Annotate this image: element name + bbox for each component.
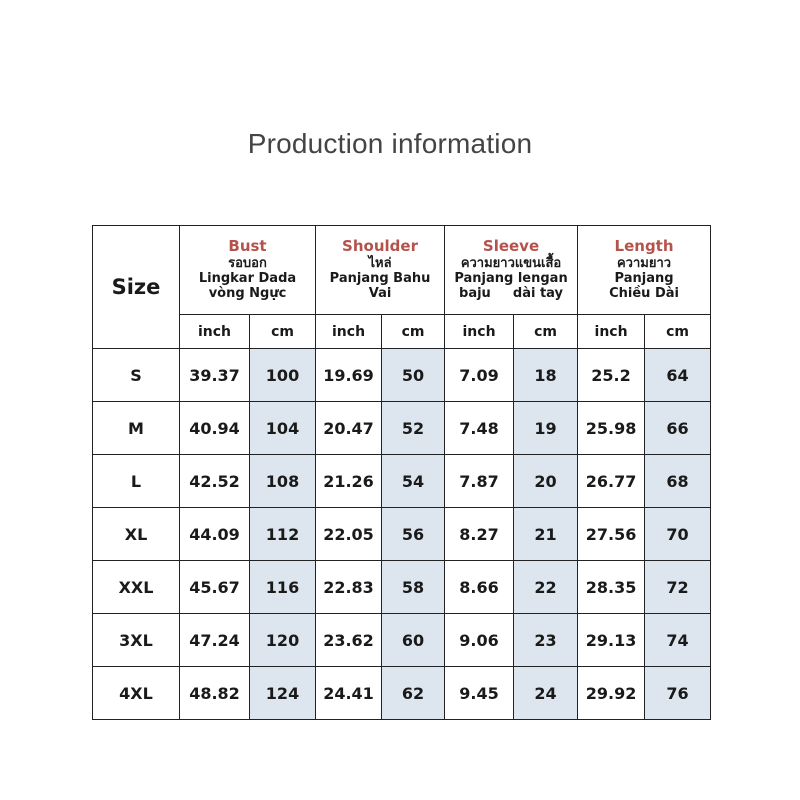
shoulder-inch-cell: 22.05 — [316, 508, 382, 561]
shoulder-inch-cell: 19.69 — [316, 349, 382, 402]
bust-inch-cell: 45.67 — [180, 561, 250, 614]
sleeve-cm-cell: 18 — [514, 349, 578, 402]
shoulder-cm-cell: 50 — [382, 349, 445, 402]
length-cm-cell: 74 — [645, 614, 711, 667]
sleeve-inch-cell: 7.87 — [445, 455, 514, 508]
length-malay: Panjang — [614, 270, 674, 286]
sleeve-label: Sleeve — [482, 237, 540, 256]
sleeve-cm-cell: 24 — [514, 667, 578, 720]
sleeve-inch-cell: 7.48 — [445, 402, 514, 455]
table-row — [93, 561, 711, 614]
length-vietnamese: Chiều Dài — [609, 285, 679, 301]
sleeve-inch-cell: 7.09 — [445, 349, 514, 402]
sleeve-vietnamese: dài tay — [512, 285, 564, 301]
size-cell: M — [93, 402, 180, 455]
table-row — [93, 455, 711, 508]
bust-vietnamese: vòng Ngực — [208, 285, 287, 301]
length-inch-cell: 27.56 — [578, 508, 645, 561]
unit-header: inch — [180, 315, 250, 349]
bust-inch-cell: 40.94 — [180, 402, 250, 455]
shoulder-cm-cell: 60 — [382, 614, 445, 667]
shoulder-cm-cell: 62 — [382, 667, 445, 720]
bust-inch-cell: 42.52 — [180, 455, 250, 508]
table-row — [93, 614, 711, 667]
shoulder-cm-cell: 54 — [382, 455, 445, 508]
length-cm-cell: 70 — [645, 508, 711, 561]
bust-cm-cell: 124 — [250, 667, 316, 720]
unit-header: cm — [645, 315, 711, 349]
shoulder-inch-cell: 24.41 — [316, 667, 382, 720]
sleeve-malay-cont: baju — [459, 285, 491, 301]
table-row — [93, 349, 711, 402]
bust-inch-cell: 47.24 — [180, 614, 250, 667]
table-row — [93, 508, 711, 561]
unit-header: inch — [578, 315, 645, 349]
sleeve-cm-cell: 22 — [514, 561, 578, 614]
sleeve-thai: ความยาวแขนเสื้อ — [460, 255, 562, 271]
bust-cm-cell: 116 — [250, 561, 316, 614]
unit-header: cm — [382, 315, 445, 349]
bust-cm-cell: 104 — [250, 402, 316, 455]
shoulder-cm-cell: 58 — [382, 561, 445, 614]
length-thai: ความยาว — [616, 255, 672, 271]
length-cm-cell: 72 — [645, 561, 711, 614]
length-inch-cell: 26.77 — [578, 455, 645, 508]
sleeve-inch-cell: 9.45 — [445, 667, 514, 720]
size-cell: S — [93, 349, 180, 402]
sleeve-inch-cell: 9.06 — [445, 614, 514, 667]
table-row — [93, 402, 711, 455]
shoulder-vietnamese: Vai — [368, 285, 392, 301]
shoulder-inch-cell: 20.47 — [316, 402, 382, 455]
sleeve-cm-cell: 20 — [514, 455, 578, 508]
length-inch-cell: 28.35 — [578, 561, 645, 614]
sleeve-header — [445, 226, 578, 315]
size-header: Size — [93, 226, 180, 349]
page-title: Production information — [247, 128, 533, 159]
length-inch-cell: 29.92 — [578, 667, 645, 720]
size-cell: XXL — [93, 561, 180, 614]
size-cell: XL — [93, 508, 180, 561]
bust-cm-cell: 112 — [250, 508, 316, 561]
length-label: Length — [614, 237, 674, 256]
sleeve-malay-vietnamese — [445, 287, 577, 302]
shoulder-cm-cell: 52 — [382, 402, 445, 455]
unit-header: cm — [250, 315, 316, 349]
sleeve-inch-cell: 8.27 — [445, 508, 514, 561]
length-inch-cell: 25.98 — [578, 402, 645, 455]
length-inch-cell: 29.13 — [578, 614, 645, 667]
size-cell: 4XL — [93, 667, 180, 720]
sleeve-malay: Panjang lengan — [454, 270, 568, 286]
size-cell: L — [93, 455, 180, 508]
length-cm-cell: 68 — [645, 455, 711, 508]
sleeve-cm-cell: 23 — [514, 614, 578, 667]
shoulder-malay: Panjang Bahu — [329, 270, 431, 286]
length-header — [578, 226, 711, 315]
bust-thai: รอบอก — [228, 255, 267, 271]
shoulder-label: Shoulder — [342, 237, 418, 256]
length-cm-cell: 64 — [645, 349, 711, 402]
shoulder-thai: ไหล่ — [368, 255, 392, 271]
shoulder-header — [316, 226, 445, 315]
sleeve-cm-cell: 21 — [514, 508, 578, 561]
bust-inch-cell: 48.82 — [180, 667, 250, 720]
bust-cm-cell: 108 — [250, 455, 316, 508]
shoulder-inch-cell: 22.83 — [316, 561, 382, 614]
bust-cm-cell: 100 — [250, 349, 316, 402]
shoulder-cm-cell: 56 — [382, 508, 445, 561]
length-inch-cell: 25.2 — [578, 349, 645, 402]
bust-inch-cell: 44.09 — [180, 508, 250, 561]
unit-header: cm — [514, 315, 578, 349]
unit-header: inch — [316, 315, 382, 349]
sleeve-cm-cell: 19 — [514, 402, 578, 455]
bust-malay: Lingkar Dada — [198, 270, 297, 286]
bust-label: Bust — [228, 237, 267, 256]
sleeve-inch-cell: 8.66 — [445, 561, 514, 614]
size-cell: 3XL — [93, 614, 180, 667]
table-row — [93, 667, 711, 720]
bust-inch-cell: 39.37 — [180, 349, 250, 402]
shoulder-inch-cell: 23.62 — [316, 614, 382, 667]
size-chart-table — [92, 225, 711, 720]
shoulder-inch-cell: 21.26 — [316, 455, 382, 508]
bust-cm-cell: 120 — [250, 614, 316, 667]
unit-header: inch — [445, 315, 514, 349]
length-cm-cell: 76 — [645, 667, 711, 720]
bust-header — [180, 226, 316, 315]
length-cm-cell: 66 — [645, 402, 711, 455]
